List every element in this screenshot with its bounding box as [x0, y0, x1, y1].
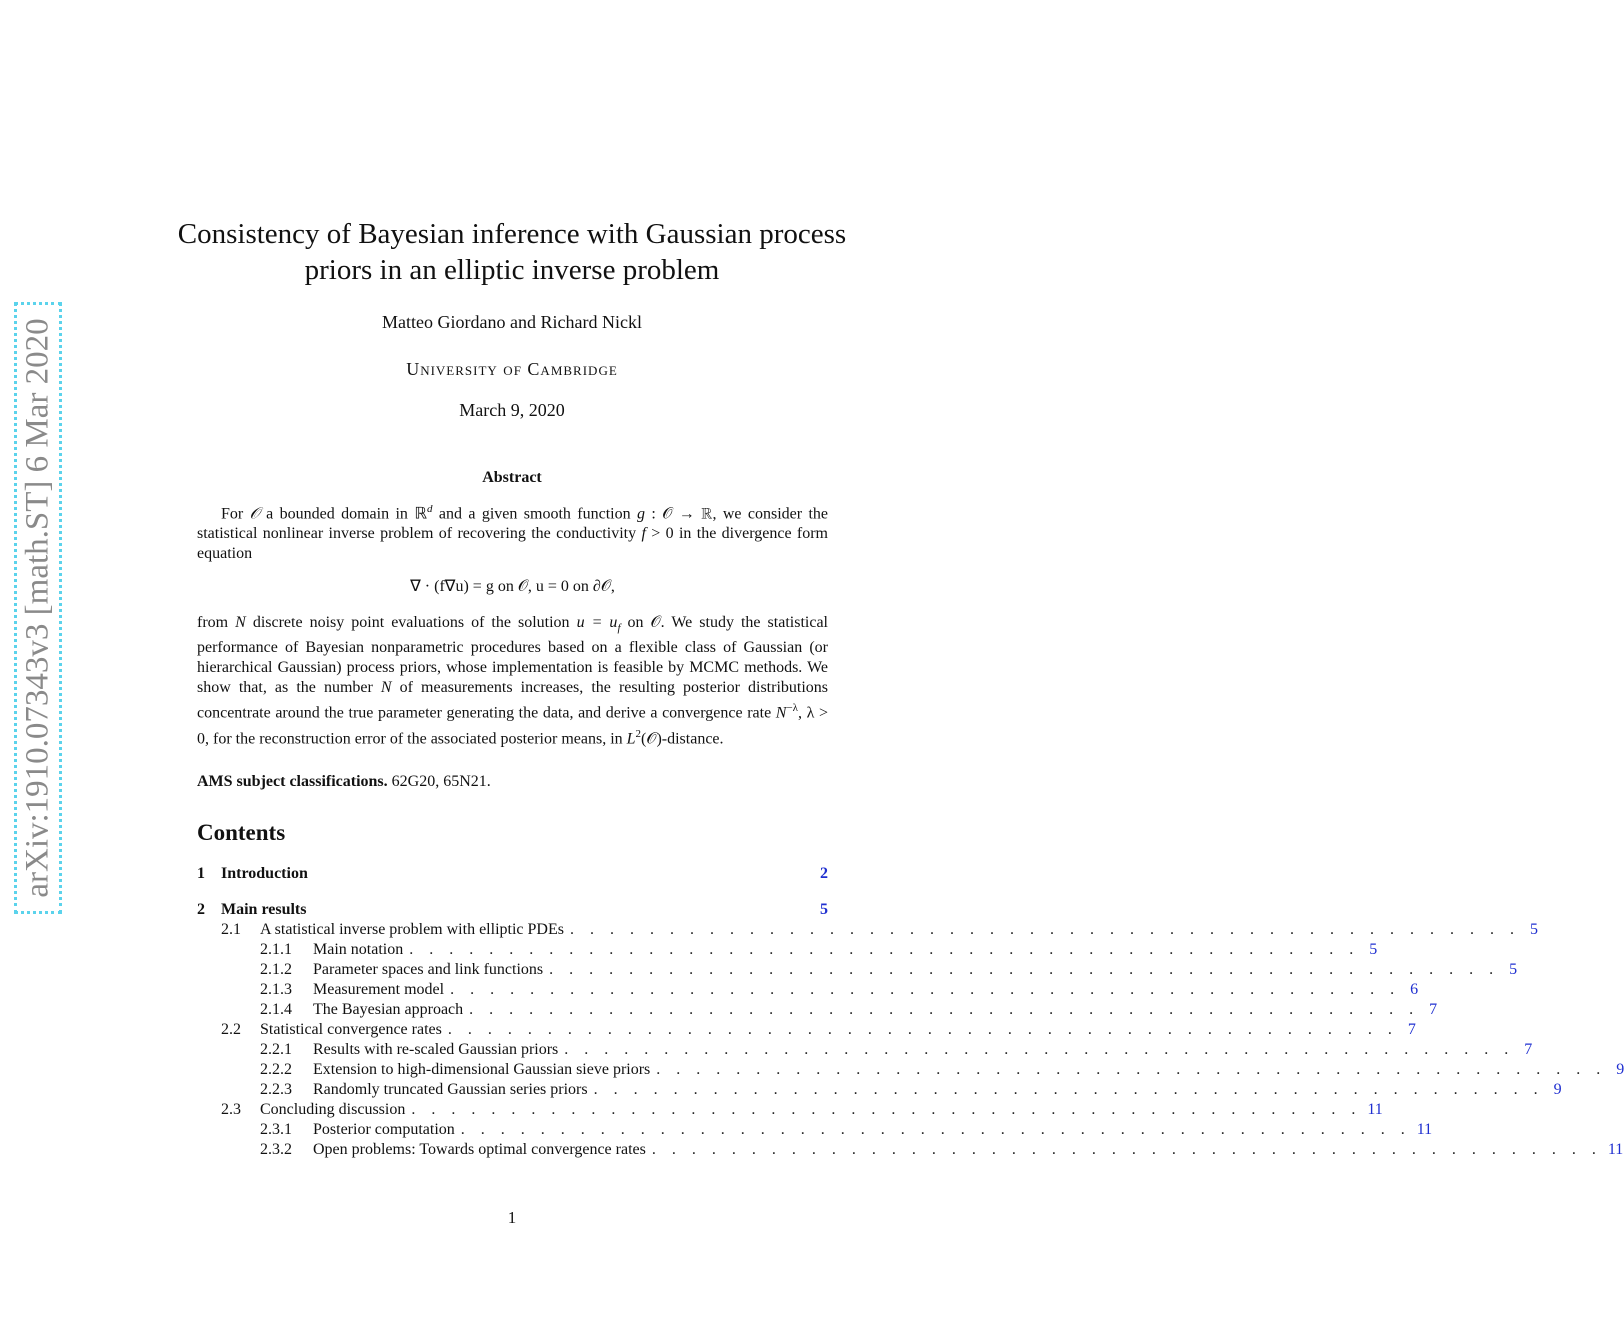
toc-number: 2.3 [221, 1101, 241, 1118]
toc-entry-2-2-1[interactable] [197, 1040, 1533, 1060]
toc-title: Statistical convergence rates [260, 1021, 442, 1038]
toc-number: 2.2 [221, 1021, 241, 1038]
page-number: 1 [507, 1208, 517, 1227]
toc-leader-dots: . . . . . . . . . . . . . . . . . . . . . . . . . . . . . . . . . . . . . . . . . . . . . . . . [569, 921, 1520, 938]
toc-number: 2 [197, 901, 205, 918]
ams-value: 62G20, 65N21. [387, 773, 491, 790]
affiliation: University of Cambridge [406, 359, 618, 379]
toc-page-link[interactable]: 7 [1429, 1001, 1438, 1018]
toc-number: 2.1 [221, 921, 241, 938]
toc-entry-main-results[interactable] [197, 900, 828, 920]
toc-page-link[interactable]: 11 [1607, 1141, 1624, 1158]
toc-number: 2.1.3 [260, 981, 292, 998]
toc-page-link[interactable]: 5 [820, 901, 828, 918]
ams-label: AMS subject classifications. [197, 773, 388, 790]
toc-page-link[interactable]: 5 [1529, 921, 1538, 938]
toc-page-link[interactable]: 9 [1553, 1081, 1562, 1098]
toc-leader-dots: . . . . . . . . . . . . . . . . . . . . . . . . . . . . . . . . . . . . . . . . . . . . . . . . [411, 1101, 1362, 1118]
toc-title: Main notation [313, 941, 404, 958]
toc-entry-2-3-2[interactable] [197, 1140, 1624, 1160]
toc-leader-dots: . . . . . . . . . . . . . . . . . . . . . . . . . . . . . . . . . . . . . . . . . . . . . . . . [593, 1081, 1544, 1098]
toc-title: Extension to high-dimensional Gaussian sieve priors [313, 1061, 651, 1078]
toc-title: Main results [221, 901, 307, 918]
toc-page-link[interactable]: 5 [1509, 961, 1518, 978]
toc-number: 2.3.2 [260, 1141, 292, 1158]
authors: Matteo Giordano and Richard Nickl [382, 312, 642, 332]
toc-page-link[interactable]: 7 [1407, 1021, 1416, 1038]
toc-title: Introduction [221, 865, 308, 882]
date: March 9, 2020 [459, 400, 565, 420]
toc-leader-dots: . . . . . . . . . . . . . . . . . . . . . . . . . . . . . . . . . . . . . . . . . . . . . . . . [564, 1041, 1515, 1058]
contents-heading: Contents [197, 820, 286, 845]
toc-title: Parameter spaces and link functions [313, 961, 544, 978]
toc-leader-dots: . . . . . . . . . . . . . . . . . . . . . . . . . . . . . . . . . . . . . . . . . . . . . . . . [656, 1061, 1607, 1078]
paper-title-line-2: priors in an elliptic inverse problem [304, 254, 720, 286]
toc-page-link[interactable]: 2 [820, 865, 828, 882]
toc-title: Results with re-scaled Gaussian priors [313, 1041, 559, 1058]
arxiv-stamp [14, 302, 62, 914]
toc-page-link[interactable]: 7 [1524, 1041, 1533, 1058]
toc-number: 2.1.2 [260, 961, 292, 978]
toc-number: 2.3.1 [260, 1121, 292, 1138]
toc-page-link[interactable]: 6 [1410, 981, 1419, 998]
toc-page-link[interactable]: 5 [1369, 941, 1378, 958]
toc-entry-2-1-2[interactable] [197, 960, 1518, 980]
toc-leader-dots: . . . . . . . . . . . . . . . . . . . . . . . . . . . . . . . . . . . . . . . . . . . . . . . . [651, 1141, 1602, 1158]
toc-number: 2.2.3 [260, 1081, 292, 1098]
toc-entry-2-3-1[interactable] [197, 1120, 1433, 1140]
abstract-paragraph-2: from N discrete noisy point evaluations of the solution $u = u_f$ on 𝒪. We study the statistical performance of Bayesian nonparametric procedures based on a flexible class of Gaussian (or hierarchical Gaussian) process priors, whose implementation is feasible by MCMC methods. We show that, as the number N of measurements increases, the resulting posterior distributions concentrate around the true parameter generating the data, and derive a convergence rate $N^{-\lambda}$, λ > 0, for the reconstruction error of the associated posterior means, in $L^2(𝒪)$-distance. [197, 614, 829, 747]
toc-entry-2-1-1[interactable] [197, 940, 1378, 960]
toc-entry-introduction[interactable] [197, 864, 828, 884]
toc-title: Concluding discussion [260, 1101, 406, 1118]
toc-leader-dots: . . . . . . . . . . . . . . . . . . . . . . . . . . . . . . . . . . . . . . . . . . . . . . . . [447, 1021, 1398, 1038]
toc-entry-2-2-3[interactable] [197, 1080, 1562, 1100]
toc-entry-2-2[interactable] [197, 1020, 1416, 1040]
ams-classifications [197, 772, 828, 792]
toc-page-link[interactable]: 9 [1616, 1061, 1624, 1078]
toc-title: The Bayesian approach [313, 1001, 464, 1018]
toc-title: Randomly truncated Gaussian series priors [313, 1081, 588, 1098]
toc-title: Measurement model [313, 981, 445, 998]
toc-title: A statistical inverse problem with elliptic PDEs [260, 921, 564, 938]
toc-leader-dots: . . . . . . . . . . . . . . . . . . . . . . . . . . . . . . . . . . . . . . . . . . . . . . . . [549, 961, 1500, 978]
toc-number: 1 [197, 865, 205, 882]
paper-title-line-1: Consistency of Bayesian inference with Gaussian process [177, 218, 847, 250]
toc-entry-2-2-2[interactable] [197, 1060, 1624, 1080]
toc-entry-2-1[interactable] [197, 920, 1538, 940]
arxiv-id: arXiv:1910.07343v3 [math.ST] 6 Mar 2020 [19, 318, 56, 898]
toc-number: 2.2.2 [260, 1061, 292, 1078]
toc-leader-dots: . . . . . . . . . . . . . . . . . . . . . . . . . . . . . . . . . . . . . . . . . . . . . . . . [409, 941, 1360, 958]
toc-title: Open problems: Towards optimal convergence rates [313, 1141, 646, 1158]
toc-number: 2.1.4 [260, 1001, 292, 1018]
abstract-paragraph-1: For 𝒪 a bounded domain in ℝ$^d$ and a given smooth function g : 𝒪 → ℝ, we consider the statistical nonlinear inverse problem of recovering the conductivity f > 0 in the divergence form equation [197, 503, 829, 563]
toc-page-link[interactable]: 11 [1416, 1121, 1433, 1138]
toc-entry-2-3[interactable] [197, 1100, 1383, 1120]
toc-entry-2-1-4[interactable] [197, 1000, 1438, 1020]
toc-leader-dots: . . . . . . . . . . . . . . . . . . . . . . . . . . . . . . . . . . . . . . . . . . . . . . . . [460, 1121, 1411, 1138]
abstract-heading: Abstract [482, 469, 542, 486]
toc-title: Posterior computation [313, 1121, 455, 1138]
toc-leader-dots: . . . . . . . . . . . . . . . . . . . . . . . . . . . . . . . . . . . . . . . . . . . . . . . . [469, 1001, 1420, 1018]
toc-entry-2-1-3[interactable] [197, 980, 1419, 1000]
toc-page-link[interactable]: 11 [1367, 1101, 1383, 1118]
equation: ∇ · (f∇u) = g on 𝒪, u = 0 on ∂𝒪, [410, 578, 615, 595]
toc-leader-dots: . . . . . . . . . . . . . . . . . . . . . . . . . . . . . . . . . . . . . . . . . . . . . . . . [450, 981, 1401, 998]
toc-number: 2.1.1 [260, 941, 292, 958]
toc-number: 2.2.1 [260, 1041, 292, 1058]
